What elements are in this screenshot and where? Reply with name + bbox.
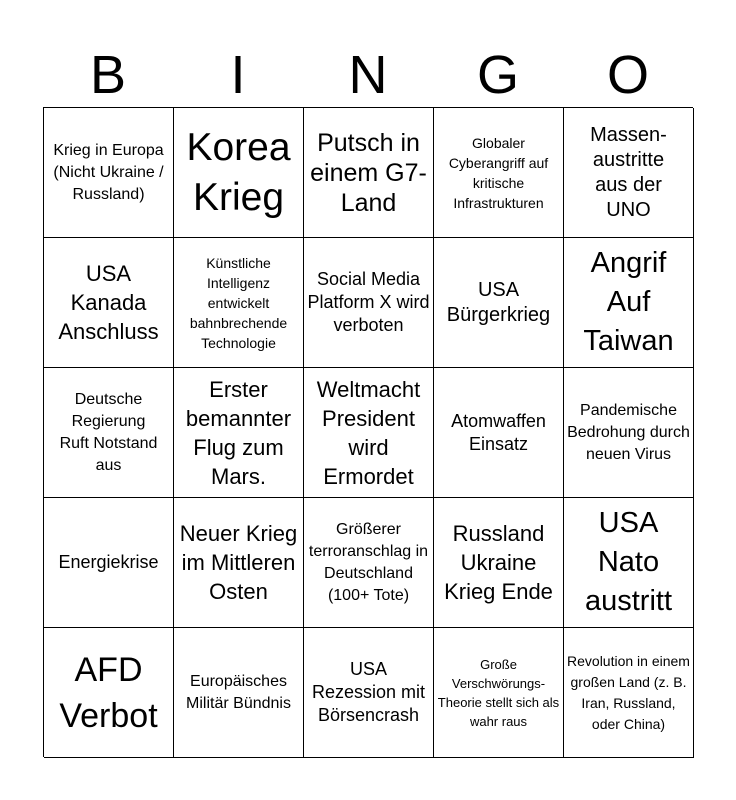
cell-text: Atomwaffen Einsatz [451,410,546,454]
cell-text: Korea Krieg [186,125,291,219]
bingo-cell[interactable] [304,238,434,368]
bingo-cell[interactable] [434,108,564,238]
bingo-cell[interactable] [564,628,694,758]
cell-text: Russland Ukraine Krieg Ende [444,521,553,604]
cell-text: Putsch in einem G7-Land [310,128,427,217]
bingo-cell[interactable] [174,368,304,498]
cell-text: Große Verschwörungs-Theorie stellt sich als wahr raus [437,656,560,729]
bingo-cell[interactable] [564,368,694,498]
bingo-board [43,107,693,757]
cell-text: AFD Verbot [59,650,158,735]
cell-text: Angrif Auf Taiwan [583,247,674,357]
cell-text: Größerer terroranschlag in Deutschland (100+ Tote) [308,520,429,604]
bingo-cell[interactable] [304,628,434,758]
bingo-cell[interactable] [434,628,564,758]
bingo-cell[interactable] [304,498,434,628]
cell-text: USA Bürgerkrieg [446,278,551,326]
header-letter-o: O [606,45,649,105]
bingo-cell[interactable] [304,108,434,238]
bingo-cell[interactable] [174,108,304,238]
bingo-cell[interactable] [174,498,304,628]
cell-text: Weltmacht President wird Ermordet [316,376,421,489]
header-letter-i: I [230,45,246,105]
bingo-cell[interactable] [174,238,304,368]
bingo-cell[interactable] [44,238,174,368]
header-letter-n: N [348,45,388,105]
cell-text: USA Rezession mit Börsencrash [311,659,426,725]
bingo-cell[interactable] [304,368,434,498]
header-letter-g: G [476,45,519,105]
bingo-cell[interactable] [44,368,174,498]
cell-text: USA Kanada Anschluss [58,261,159,344]
cell-text: Deutsche Regierung Ruft Notstand aus [59,390,158,474]
cell-text: Neuer Krieg im Mittleren Osten [179,521,298,604]
bingo-cell[interactable] [564,498,694,628]
bingo-cell[interactable] [434,368,564,498]
cell-text: Künstliche Intelligenz entwickelt bahnbrechende Technologie [189,254,288,351]
bingo-header [43,44,693,106]
cell-text: Social Media Platform X wird verboten [307,269,430,335]
bingo-cell[interactable] [44,498,174,628]
cell-text: Krieg in Europa (Nicht Ukraine / Russland) [53,141,164,203]
bingo-cell[interactable] [434,238,564,368]
bingo-cell[interactable] [564,108,694,238]
header-letter-b: B [89,45,127,105]
cell-text: USA Nato austritt [584,507,673,617]
cell-text: Erster bemannter Flug zum Mars. [185,376,292,489]
cell-text: Revolution in einem großen Land (z. B. Iran, Russland, oder China) [567,652,690,732]
cell-text: Globaler Cyberangriff auf kritische Infrastrukturen [448,134,549,211]
bingo-cell[interactable] [44,628,174,758]
cell-text: Pandemische Bedrohung durch neuen Virus [567,401,690,463]
cell-text: Energiekrise [58,552,159,572]
cell-text: Massen-austritte aus der UNO [590,123,667,221]
bingo-cell[interactable] [434,498,564,628]
cell-text: Europäisches Militär Bündnis [186,672,291,712]
bingo-cell[interactable] [174,628,304,758]
bingo-cell[interactable] [44,108,174,238]
bingo-cell[interactable] [564,238,694,368]
